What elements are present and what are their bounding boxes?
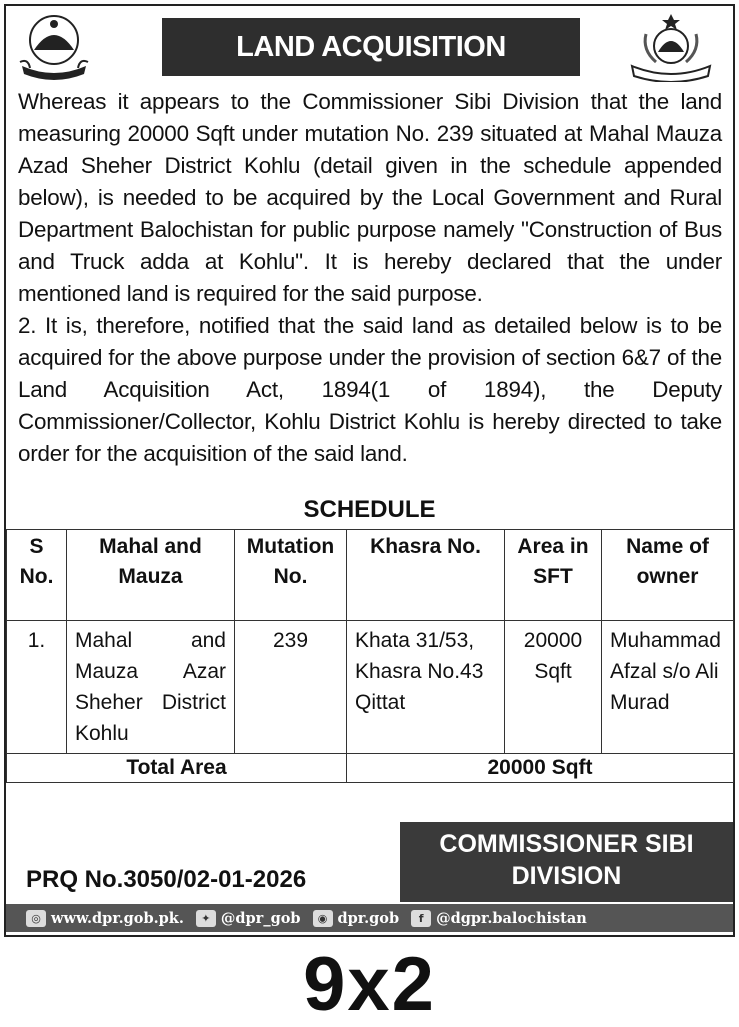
cell-s-no: 1. — [7, 621, 67, 754]
globe-icon: ◎ — [26, 910, 46, 927]
paragraph-2: 2. It is, therefore, notified that the said land as detailed below is to be acquired for the above purpose under the provision of section 6&7 of the Land Acquisition Act, 1894(1 of 1894), the Deputy Commissioner/Collector, Kohlu District Kohlu is hereby directed to take order for the acquisition of the said land. — [18, 313, 722, 466]
col-header-s-no: S No. — [7, 530, 67, 621]
page-title: LAND ACQUISITION — [162, 18, 580, 76]
cell-mutation: 239 — [235, 621, 347, 754]
cell-area: 20000 Sqft — [505, 621, 602, 754]
signature-line-2: DIVISION — [511, 862, 622, 890]
cell-owner: Muhammad Afzal s/o Ali Murad — [602, 621, 734, 754]
schedule-table — [6, 529, 734, 783]
signature-line-1: COMMISSIONER SIBI — [439, 830, 694, 858]
facebook-label: @dgpr.balochistan — [436, 909, 587, 927]
signature-block — [400, 822, 733, 902]
prq-number: PRQ No.3050/02-01-2026 — [26, 866, 307, 893]
twitter-label: @dpr_gob — [220, 909, 301, 927]
cell-khasra: Khata 31/53, Khasra No.43 Qittat — [347, 621, 505, 754]
website-label: www.dpr.gob.pk. — [51, 909, 184, 927]
col-header-owner: Name of owner — [602, 530, 734, 621]
notice-body — [18, 86, 722, 470]
footer-twitter[interactable] — [196, 910, 301, 927]
col-header-mahal-mauza: Mahal and Mauza — [67, 530, 235, 621]
table-header-row — [7, 530, 734, 621]
col-header-area: Area in SFT — [505, 530, 602, 621]
footer-facebook[interactable] — [411, 910, 587, 927]
footer-bar — [6, 904, 733, 932]
footer-website[interactable] — [26, 910, 184, 927]
col-header-khasra: Khasra No. — [347, 530, 505, 621]
instagram-label: dpr.gob — [337, 909, 400, 927]
col-header-mutation: Mutation No. — [235, 530, 347, 621]
total-value: 20000 Sqft — [347, 754, 734, 783]
total-row — [7, 754, 734, 783]
balochistan-emblem-logo — [14, 10, 94, 82]
instagram-icon: ◉ — [313, 910, 333, 927]
paragraph-1: Whereas it appears to the Commissioner Sibi Division that the land measuring 20000 Sqft under mutation No. 239 situated at Mahal Mauza Azad Sheher District Kohlu (detail given in the schedule appended below), is needed to be acquired by the Local Government and Rural Department Balochistan for public purpose namely "Construction of Bus and Truck adda at Kohlu". It is hereby declared that the under mentioned land is required for the said purpose. — [18, 89, 722, 306]
footer-instagram[interactable] — [313, 910, 400, 927]
facebook-icon: f — [411, 910, 431, 927]
twitter-icon: ✦ — [196, 910, 216, 927]
dgpr-emblem-logo — [626, 10, 706, 82]
total-label: Total Area — [7, 754, 347, 783]
table-row — [7, 621, 734, 754]
ad-size-code: 9x2 — [303, 942, 436, 1027]
schedule-title: SCHEDULE — [303, 496, 436, 523]
cell-mahal-mauza: Mahal and Mauza Azar Sheher District Kohlu — [67, 621, 235, 754]
